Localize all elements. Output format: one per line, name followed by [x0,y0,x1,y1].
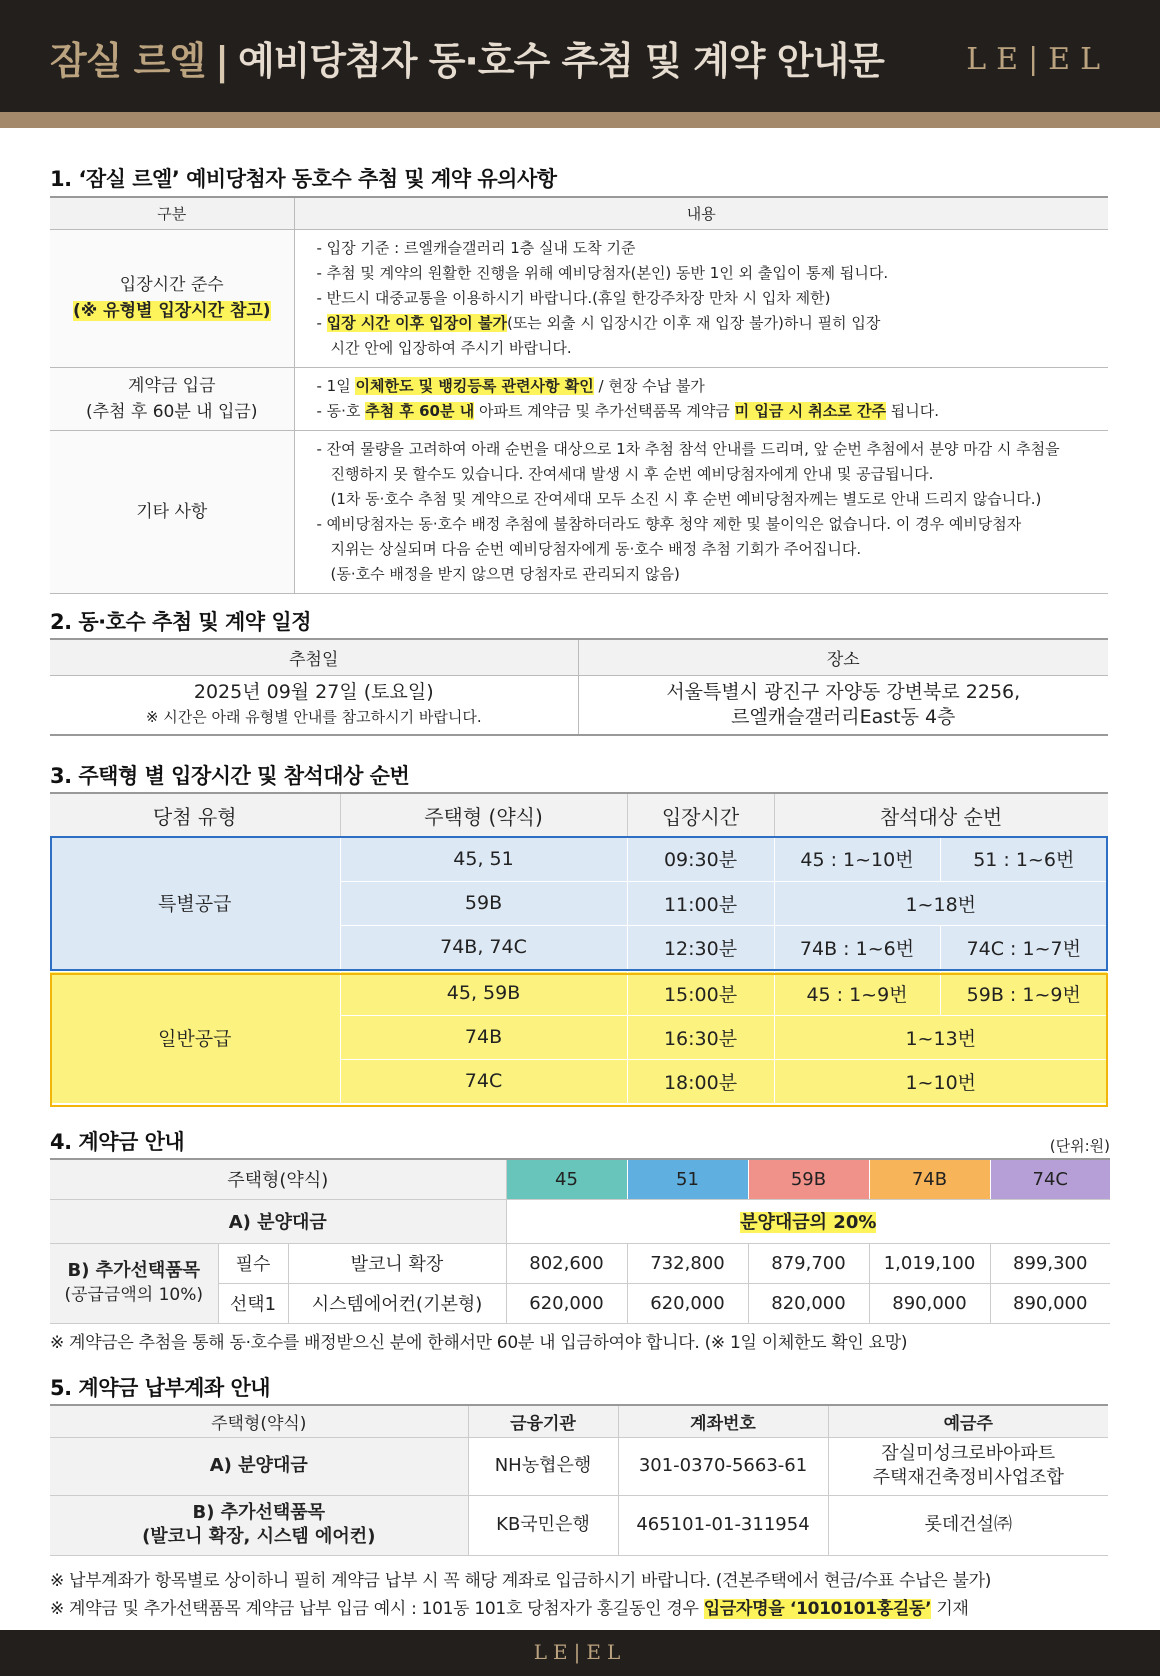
text: - [316,313,327,332]
order-range: 45 : 1~9번 [774,971,940,1015]
text: 됩니다. [885,401,939,420]
title-text: 예비당첨자 동·호수 추첨 및 계약 안내문 [237,39,884,83]
schedule-table [50,638,1108,736]
cat-deposit [50,367,294,430]
options-subtitle: (공급금액의 10%) [64,1285,204,1305]
cat-label: 입장시간 준수 [119,275,224,295]
text: 기재 [931,1599,969,1619]
order-range: 51 : 1~6번 [940,837,1108,881]
price-cell: 879,700 [748,1243,869,1283]
col-holder: 예금주 [828,1405,1108,1437]
text-line: - 예비당첨자는 동·호수 배정 추첨에 불참하더라도 향후 청약 제한 및 불이익은 없습니다. 이 경우 예비당첨자 [316,514,1022,533]
text-line: (1차 동·호수 추첨 및 계약으로 잔여세대 모두 소진 시 후 순번 예비당첨자께는 별도로 안내 드리지 않습니다.) [330,489,1042,508]
text-line: - 추첨 및 계약의 원활한 진행을 위해 예비당첨자(본인) 동반 1인 외 출입이 통제 됩니다. [316,263,889,282]
col-bank: 금융기관 [468,1405,618,1437]
options-subtitle: (발코니 확장, 시스템 에어컨) [142,1526,376,1547]
highlight-text: 추첨 후 60분 내 [365,401,475,420]
order-range: 1~10번 [774,1059,1108,1103]
draw-date-cell [50,675,578,735]
options-label [50,1495,468,1555]
account-table [50,1404,1108,1556]
text-line: 지위는 상실되며 다음 순번 예비당첨자에게 동·호수 배정 추첨 기회가 주어집니다. [330,539,862,558]
entry-time: 11:00분 [627,881,774,925]
account-number: 465101-01-311954 [618,1495,828,1555]
unit-types: 74B, 74C [340,925,627,969]
bank-name: KB국민은행 [468,1495,618,1555]
entry-time: 15:00분 [627,971,774,1015]
type-45: 45 [506,1159,627,1199]
price-cell: 899,300 [990,1243,1110,1283]
col-type: 주택형(약식) [50,1405,468,1437]
type-label: 주택형(약식) [50,1159,506,1199]
col-entry-time: 입장시간 [627,793,774,837]
price-cell: 890,000 [990,1283,1110,1323]
unit-types: 74C [340,1059,627,1103]
highlight-text: 이체한도 및 뱅킹등록 관련사항 확인 [355,376,594,395]
header-stripe [0,112,1160,128]
unit-types: 74B [340,1015,627,1059]
cat-sublabel: (추첨 후 60분 내 입금) [86,401,258,422]
col-unit-type: 주택형 (약식) [340,793,627,837]
header-bar [0,0,1160,112]
cat-label: 계약금 입금 [127,375,216,396]
brand-name: 잠실 르엘 [50,39,206,83]
general-supply-label: 일반공급 [50,971,340,1103]
entry-time-content [294,229,1108,367]
price-cell: 620,000 [506,1283,627,1323]
options-title: B) 추가선택품목 [67,1260,201,1281]
price-cell: 890,000 [869,1283,990,1323]
order-range: 74B : 1~6번 [774,925,940,969]
text: / 현장 수납 불가 [593,376,705,395]
unit-types: 45, 51 [340,837,627,881]
price-cell: 1,019,100 [869,1243,990,1283]
order-range: 1~13번 [774,1015,1108,1059]
footer-bar [0,1630,1160,1676]
deposit-note: ※ 계약금은 추첨을 통해 동·호수를 배정받으신 분에 한해서만 60분 내 입금하여야 합니다. (※ 1일 이체한도 확인 요망) [50,1333,908,1353]
title-separator: | [215,39,228,83]
text: 아파트 계약금 및 추가선택품목 계약금 [474,401,735,420]
section3-title: 3. 주택형 별 입장시간 및 참석대상 순번 [50,764,410,788]
holder-name: 롯데건설㈜ [828,1495,1108,1555]
deposit-example-note [50,1594,969,1619]
text-line [317,399,1097,424]
text-line [317,374,1097,399]
holder-line: 잠실미성크로바아파트 [881,1443,1056,1464]
optional-label: 선택1 [218,1283,288,1323]
type-74c: 74C [990,1159,1110,1199]
options-title: B) 추가선택품목 [192,1502,326,1523]
date-note: ※ 시간은 아래 유형별 안내를 참고하시기 바랍니다. [145,707,482,726]
entry-time: 18:00분 [627,1059,774,1103]
text: - 동·호 [316,401,366,420]
type-51: 51 [627,1159,748,1199]
col-date: 추첨일 [50,639,578,675]
text-line: 시간 안에 입장하여 주시기 바랍니다. [330,338,572,357]
required-label: 필수 [218,1243,288,1283]
draw-date: 2025년 09월 27일 (토요일) [193,680,434,703]
holder-line: 주택재건축정비사업조합 [872,1467,1064,1488]
leel-logo: LE|EL [533,1640,627,1664]
col-place: 장소 [578,639,1108,675]
account-number: 301-0370-5663-61 [618,1437,828,1495]
text-line: (동·호수 배정을 받지 않으면 당첨자로 관리되지 않음) [330,564,680,583]
entry-time: 09:30분 [627,837,774,881]
sale-price-label: A) 분양대금 [50,1437,468,1495]
account-note: ※ 납부계좌가 항목별로 상이하니 필히 계약금 납부 시 꼭 해당 계좌로 입금하시기 바랍니다. (견본주택에서 현금/수표 수납은 불가) [50,1571,992,1591]
other-content [294,430,1108,593]
text-line [317,311,1097,336]
highlight-text: 입금자명을 ‘1010101홍길동’ [703,1599,932,1619]
text-line: - 입장 기준 : 르엘캐슬갤러리 1층 실내 도착 기준 [316,238,636,257]
order-range: 59B : 1~9번 [940,971,1108,1015]
order-range: 45 : 1~10번 [774,837,940,881]
price-cell: 820,000 [748,1283,869,1323]
highlight-text: 입장 시간 이후 입장이 불가 [326,313,507,332]
options-label [50,1243,218,1323]
type-74b: 74B [869,1159,990,1199]
unit-types: 59B [340,881,627,925]
order-range: 1~18번 [774,881,1108,925]
special-supply-label: 특별공급 [50,837,340,969]
section4-title: 4. 계약금 안내 [50,1130,185,1154]
price-cell: 802,600 [506,1243,627,1283]
col-order: 참석대상 순번 [774,793,1108,837]
entry-time: 12:30분 [627,925,774,969]
section5-title: 5. 계약금 납부계좌 안내 [50,1376,271,1400]
notice-table [50,196,1108,594]
col-category: 구분 [50,197,294,229]
price-cell: 620,000 [627,1283,748,1323]
place-building: 르엘캐슬갤러리East동 4층 [731,705,956,728]
col-account: 계좌번호 [618,1405,828,1437]
balcony-label: 발코니 확장 [288,1243,506,1283]
bank-name: NH농협은행 [468,1437,618,1495]
entry-time: 16:30분 [627,1015,774,1059]
deposit-table [50,1158,1110,1324]
general-supply-frame [50,973,1108,1107]
cat-highlight: (※ 유형별 입장시간 참고) [72,301,271,321]
text-line: - 잔여 물량을 고려하여 아래 순번을 대상으로 1차 추첨 참석 안내를 드리며, 앞 순번 추첨에서 분양 마감 시 추첨을 [316,439,1060,458]
cat-entry-time [50,229,294,367]
holder-cell [828,1437,1108,1495]
unit-label: (단위:원) [1049,1137,1110,1155]
cat-other: 기타 사항 [50,430,294,593]
text: (또는 외출 시 입장시간 이후 재 입장 불가)하니 필히 입장 [506,313,881,332]
special-supply-frame [50,836,1108,971]
highlight-text: 미 입금 시 취소로 간주 [734,401,886,420]
text: - 1일 [316,376,356,395]
section2-title: 2. 동·호수 추첨 및 계약 일정 [50,610,311,634]
page-title [50,30,884,85]
section1-title: 1. ‘잠실 르엘’ 예비당첨자 동호수 추첨 및 계약 유의사항 [50,167,557,191]
text-line: 진행하지 못 할수도 있습니다. 잔여세대 발생 시 후 순번 예비당첨자에게 안내 및 공급됩니다. [330,464,934,483]
aircon-label: 시스템에어컨(기본형) [288,1283,506,1323]
text: ※ 계약금 및 추가선택품목 계약금 납부 입금 예시 : 101동 101호 당첨자가 홍길동인 경우 [50,1599,704,1619]
deposit-content [294,367,1108,430]
place-cell [578,675,1108,735]
sale-price-value-cell [506,1199,1110,1243]
sale-price-label: A) 분양대금 [50,1199,506,1243]
sale-price-value: 분양대금의 20% [740,1212,877,1233]
price-cell: 732,800 [627,1243,748,1283]
col-winner-type: 당첨 유형 [50,793,340,837]
col-content: 내용 [294,197,1108,229]
place-address: 서울특별시 광진구 자양동 강변북로 2256, [666,680,1021,703]
unit-types: 45, 59B [340,971,627,1015]
type-59b: 59B [748,1159,869,1199]
leel-logo: LE|EL [966,42,1110,77]
order-range: 74C : 1~7번 [940,925,1108,969]
text-line: - 반드시 대중교통을 이용하시기 바랍니다.(휴일 한강주차장 만차 시 입차 제한) [316,288,831,307]
